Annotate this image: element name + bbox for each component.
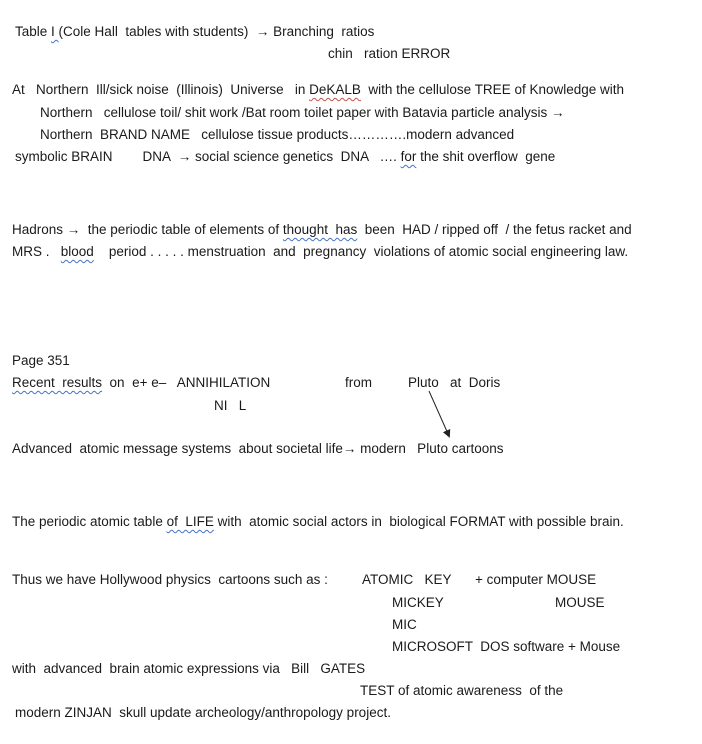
line-periodic-life [12,513,624,531]
text-pluto-at-doris: Pluto at Doris [408,375,501,390]
text-segment: MRS . [12,244,61,259]
text-segment: Hadrons → the periodic table of elements of [12,222,283,237]
text-atomic-key: ATOMIC KEY [362,572,452,587]
text-segment-underlined: thought has [282,222,358,237]
text-segment: period . . . . . menstruation and pregnancy violations of atomic social engineering law. [93,244,629,259]
line-advanced-atomic: Advanced atomic message systems about societal life→ modern Pluto cartoons [12,441,504,456]
line-chin-ration: chin ration ERROR [328,46,451,61]
line-cellulose-toil: Northern cellulose toil/ shit work /Bat room toilet paper with Batavia particle analysis → [40,105,565,120]
line-northern-ill [12,81,624,99]
line-table-branching [15,23,374,41]
text-segment-underlined: I [51,24,59,39]
text-ni-l: NI L [214,398,247,413]
text-segment: with atomic social actors in biological FORMAT with possible brain. [213,514,624,529]
line-recent-results [12,374,270,392]
text-segment: Table [15,24,52,39]
text-segment: on e+ e– ANNIHILATION [102,375,271,390]
text-segment-underlined: of LIFE [166,514,214,529]
line-mrs-blood [12,243,628,261]
line-page-number: Page 351 [12,353,70,368]
line-hollywood-cartoons: Thus we have Hollywood physics cartoons such as : [12,572,328,587]
text-segment: The periodic atomic table [12,514,167,529]
text-segment-underlined: DeKALB [309,82,361,97]
text-mic: MIC [392,617,417,632]
line-symbolic-brain [15,148,555,166]
text-computer-mouse: + computer MOUSE [475,572,597,587]
text-segment: been HAD / ripped off / the fetus racket and [357,222,632,237]
text-segment: the shit overflow gene [416,149,556,164]
line-bill-gates: with advanced brain atomic expressions via Bill GATES [12,661,366,676]
text-mouse: MOUSE [555,595,605,610]
text-test-awareness: TEST of atomic awareness of the [360,683,564,698]
text-segment-underlined: Recent results [12,375,103,390]
text-mickey: MICKEY [392,595,444,610]
text-segment: symbolic BRAIN DNA → social science genetics DNA …. [15,149,401,164]
text-segment-underlined: blood [60,244,94,259]
line-zinjan-skull: modern ZINJAN skull update archeology/anthropology project. [15,705,391,720]
text-segment: (Cole Hall tables with students) → Branching ratios [58,24,375,39]
text-microsoft-dos: MICROSOFT DOS software + Mouse [392,639,621,654]
text-segment: At Northern Ill/sick noise (Illinois) Universe in [12,82,310,97]
text-segment-underlined: for [400,149,417,164]
text-from: from [345,375,372,390]
line-brand-name: Northern BRAND NAME cellulose tissue products………….modern advanced [40,127,515,142]
text-segment: with the cellulose TREE of Knowledge with [360,82,625,97]
line-hadrons [12,221,632,239]
